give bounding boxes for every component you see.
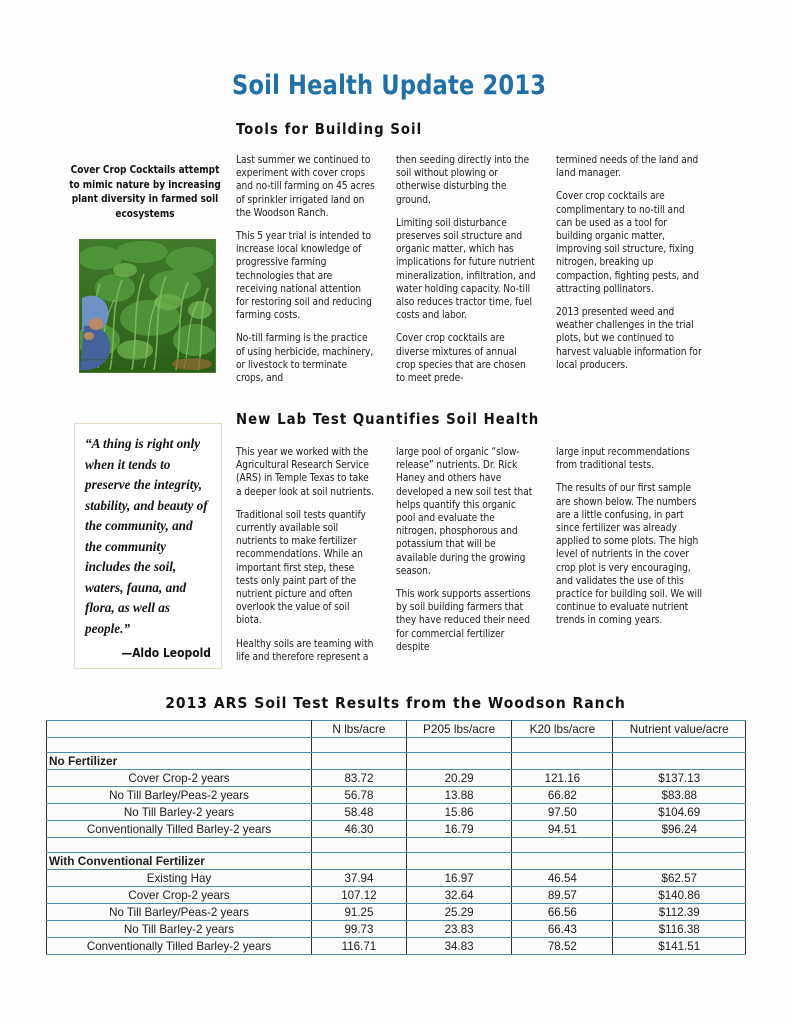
section-heading-new-lab-test-quantifies-soil-health: New Lab Test Quantifies Soil Health	[236, 410, 540, 428]
table-cell: 91.25	[311, 904, 406, 921]
table-row	[47, 870, 746, 887]
table-cell: 46.30	[311, 821, 406, 838]
photo-caption: Cover Crop Cocktails attempt to mimic nature by increasing plant diversity in farmed soil ecosystems	[69, 164, 221, 220]
table-header-cell: N lbs/acre	[311, 721, 406, 738]
pull-quote-text: “A thing is right only when it tends to preserve the integrity, stability, and beauty of the community, and the community includes the soil, waters, fauna, and flora, as well as people.”	[85, 436, 208, 636]
table-cell	[512, 838, 613, 853]
table-cell: 99.73	[311, 921, 406, 938]
table-row	[47, 787, 746, 804]
paragraph: This work supports assertions by soil building farmers that they have reduced their need for commercial fertilizer despite	[396, 588, 531, 653]
masthead	[232, 72, 732, 100]
paragraph: Cover crop cocktails are complimentary to no-till and can be used as a tool for building organic matter, improving soil structure, fixing nitrogen, breaking up compaction, fighting pests, and attracting pollinators.	[556, 190, 700, 295]
table-cell: $141.51	[613, 938, 746, 955]
table-row	[47, 838, 746, 853]
table-header-cell: Nutrient value/acre	[613, 721, 746, 738]
table-cell: 32.64	[406, 887, 511, 904]
table-cell	[613, 738, 746, 753]
table-row-label: No Till Barley/Peas-2 years	[47, 904, 312, 921]
table-cell	[406, 738, 511, 753]
table-row-label: Cover Crop-2 years	[47, 887, 312, 904]
table-cell: 46.54	[512, 870, 613, 887]
table-cell: $140.86	[613, 887, 746, 904]
table-cell	[47, 738, 312, 753]
table-cell: 34.83	[406, 938, 511, 955]
table-cell: 78.52	[512, 938, 613, 955]
table-row-label: No Till Barley/Peas-2 years	[47, 787, 312, 804]
section-2-columns	[236, 446, 708, 674]
table-cell: 116.71	[311, 938, 406, 955]
table-row-label: Conventionally Tilled Barley-2 years	[47, 938, 312, 955]
table-cell: $96.24	[613, 821, 746, 838]
section-2-column-2	[396, 446, 540, 674]
table-row	[47, 821, 746, 838]
paragraph: Limiting soil disturbance preserves soil structure and organic matter, which has implications for future nutrient mineralization, infiltration, and water holding capacity. No-till also reduces tractor time, fuel costs and labor.	[396, 216, 536, 322]
paragraph: No-till farming is the practice of using herbicide, machinery, or livestock to terminate crops, and	[236, 332, 374, 385]
table-cell	[613, 838, 746, 853]
paragraph: termined needs of the land and land manager.	[556, 154, 699, 180]
table-cell	[406, 838, 511, 853]
table-row-label: Conventionally Tilled Barley-2 years	[47, 821, 312, 838]
table-cell	[406, 753, 511, 770]
table-cell: 97.50	[512, 804, 613, 821]
table-cell: 83.72	[311, 770, 406, 787]
table-row	[47, 753, 746, 770]
table-cell: $112.39	[613, 904, 746, 921]
table-cell	[512, 738, 613, 753]
table-cell: 15.86	[406, 804, 511, 821]
results-table-title: 2013 ARS Soil Test Results from the Woodson Ranch	[165, 694, 626, 712]
paragraph: Last summer we continued to experiment with cover crops and no-till farming on 45 acres of sprinkler irrigated land on the Woodson Ranch.	[236, 154, 375, 219]
table-cell	[406, 853, 511, 870]
table-cell: 58.48	[311, 804, 406, 821]
paragraph: Traditional soil tests quantify currently available soil nutrients to make fertilizer recommendations. While an important first step, these tests only paint part of the nutrient picture and often overlook the value of soil biota.	[236, 508, 366, 627]
pull-quote-box	[74, 423, 222, 669]
table-row	[47, 904, 746, 921]
table-cell	[613, 853, 746, 870]
section-1-column-1	[236, 154, 380, 395]
paragraph: This year we worked with the Agricultural Research Service (ARS) in Temple Texas to take a deeper look at soil nutrients.	[236, 446, 375, 498]
field-photo-graphic	[80, 240, 215, 372]
paragraph: large input recommendations from traditional tests.	[556, 446, 690, 472]
paragraph: then seeding directly into the soil without plowing or otherwise disturbing the ground.	[396, 154, 530, 206]
table-row	[47, 938, 746, 955]
section-heading-tools-for-building-soil: Tools for Building Soil	[236, 120, 423, 138]
table-row-label: No Till Barley-2 years	[47, 804, 312, 821]
table-cell	[311, 753, 406, 770]
table-cell: $62.57	[613, 870, 746, 887]
paragraph: 2013 presented weed and weather challenges in the trial plots, but we continued to harvest valuable information for local producers.	[556, 306, 702, 371]
section-1-columns	[236, 154, 708, 395]
table-cell: 66.43	[512, 921, 613, 938]
results-table-wrapper	[46, 720, 746, 955]
table-row-label: Cover Crop-2 years	[47, 770, 312, 787]
page-title: Soil Health Update 2013	[232, 70, 547, 101]
section-2-column-3	[556, 446, 708, 674]
table-cell: $104.69	[613, 804, 746, 821]
table-row-label: Existing Hay	[47, 870, 312, 887]
table-cell: 56.78	[311, 787, 406, 804]
table-header-cell: P205 lbs/acre	[406, 721, 511, 738]
table-cell: 94.51	[512, 821, 613, 838]
pull-quote-attribution: —Aldo Leopold	[121, 645, 211, 660]
table-cell: 121.16	[512, 770, 613, 787]
cover-crop-field-photo	[79, 239, 216, 373]
table-row	[47, 853, 746, 870]
table-row	[47, 770, 746, 787]
table-cell: $83.88	[613, 787, 746, 804]
section-1-column-3	[556, 154, 708, 395]
table-cell: 66.56	[512, 904, 613, 921]
table-cell: 16.97	[406, 870, 511, 887]
table-group-label: No Fertilizer	[47, 753, 312, 770]
table-cell: 25.29	[406, 904, 511, 921]
table-cell: $116.38	[613, 921, 746, 938]
paragraph: Cover crop cocktails are diverse mixtures of annual crop species that are chosen to meet prede-	[396, 332, 526, 385]
table-row	[47, 804, 746, 821]
table-cell	[512, 853, 613, 870]
table-header-cell: K20 lbs/acre	[512, 721, 613, 738]
paragraph: This 5 year trial is intended to increase local knowledge of progressive farming technologies that are receiving national attention for restoring soil and reducing farming costs.	[236, 230, 372, 322]
table-cell	[311, 853, 406, 870]
table-row	[47, 921, 746, 938]
table-cell: 20.29	[406, 770, 511, 787]
table-row	[47, 887, 746, 904]
table-row-label: No Till Barley-2 years	[47, 921, 312, 938]
table-header-row	[47, 721, 746, 738]
table-group-label: With Conventional Fertilizer	[47, 853, 312, 870]
table-cell	[311, 838, 406, 853]
table-cell: 23.83	[406, 921, 511, 938]
table-cell: 16.79	[406, 821, 511, 838]
soil-test-results-table	[46, 720, 746, 955]
paragraph: large pool of organic “slow-release” nutrients. Dr. Rick Haney and others have developed a new soil test that helps quantify this organic pool and evaluate the nitrogen, phosphorous and potassium that will be available during the growing season.	[396, 446, 533, 577]
table-row	[47, 738, 746, 753]
table-cell	[512, 753, 613, 770]
paragraph: The results of our first sample are shown below. The numbers are a little confusing, in part since fertilizer was already applied to some plots. The high level of nutrients in the cover crop plot is very encouraging, and validates the use of this practice for building soil. We will continue to evaluate nutrient trends in coming years.	[556, 482, 703, 627]
table-cell: 37.94	[311, 870, 406, 887]
table-header-cell	[47, 721, 312, 738]
table-cell	[311, 738, 406, 753]
table-cell	[47, 838, 312, 853]
section-1-column-2	[396, 154, 540, 395]
paragraph: Healthy soils are teaming with life and therefore represent a	[236, 637, 374, 663]
table-cell: 66.82	[512, 787, 613, 804]
table-cell: 107.12	[311, 887, 406, 904]
section-2-column-1	[236, 446, 380, 674]
table-cell: 89.57	[512, 887, 613, 904]
table-cell: $137.13	[613, 770, 746, 787]
table-cell	[613, 753, 746, 770]
table-cell: 13.88	[406, 787, 511, 804]
